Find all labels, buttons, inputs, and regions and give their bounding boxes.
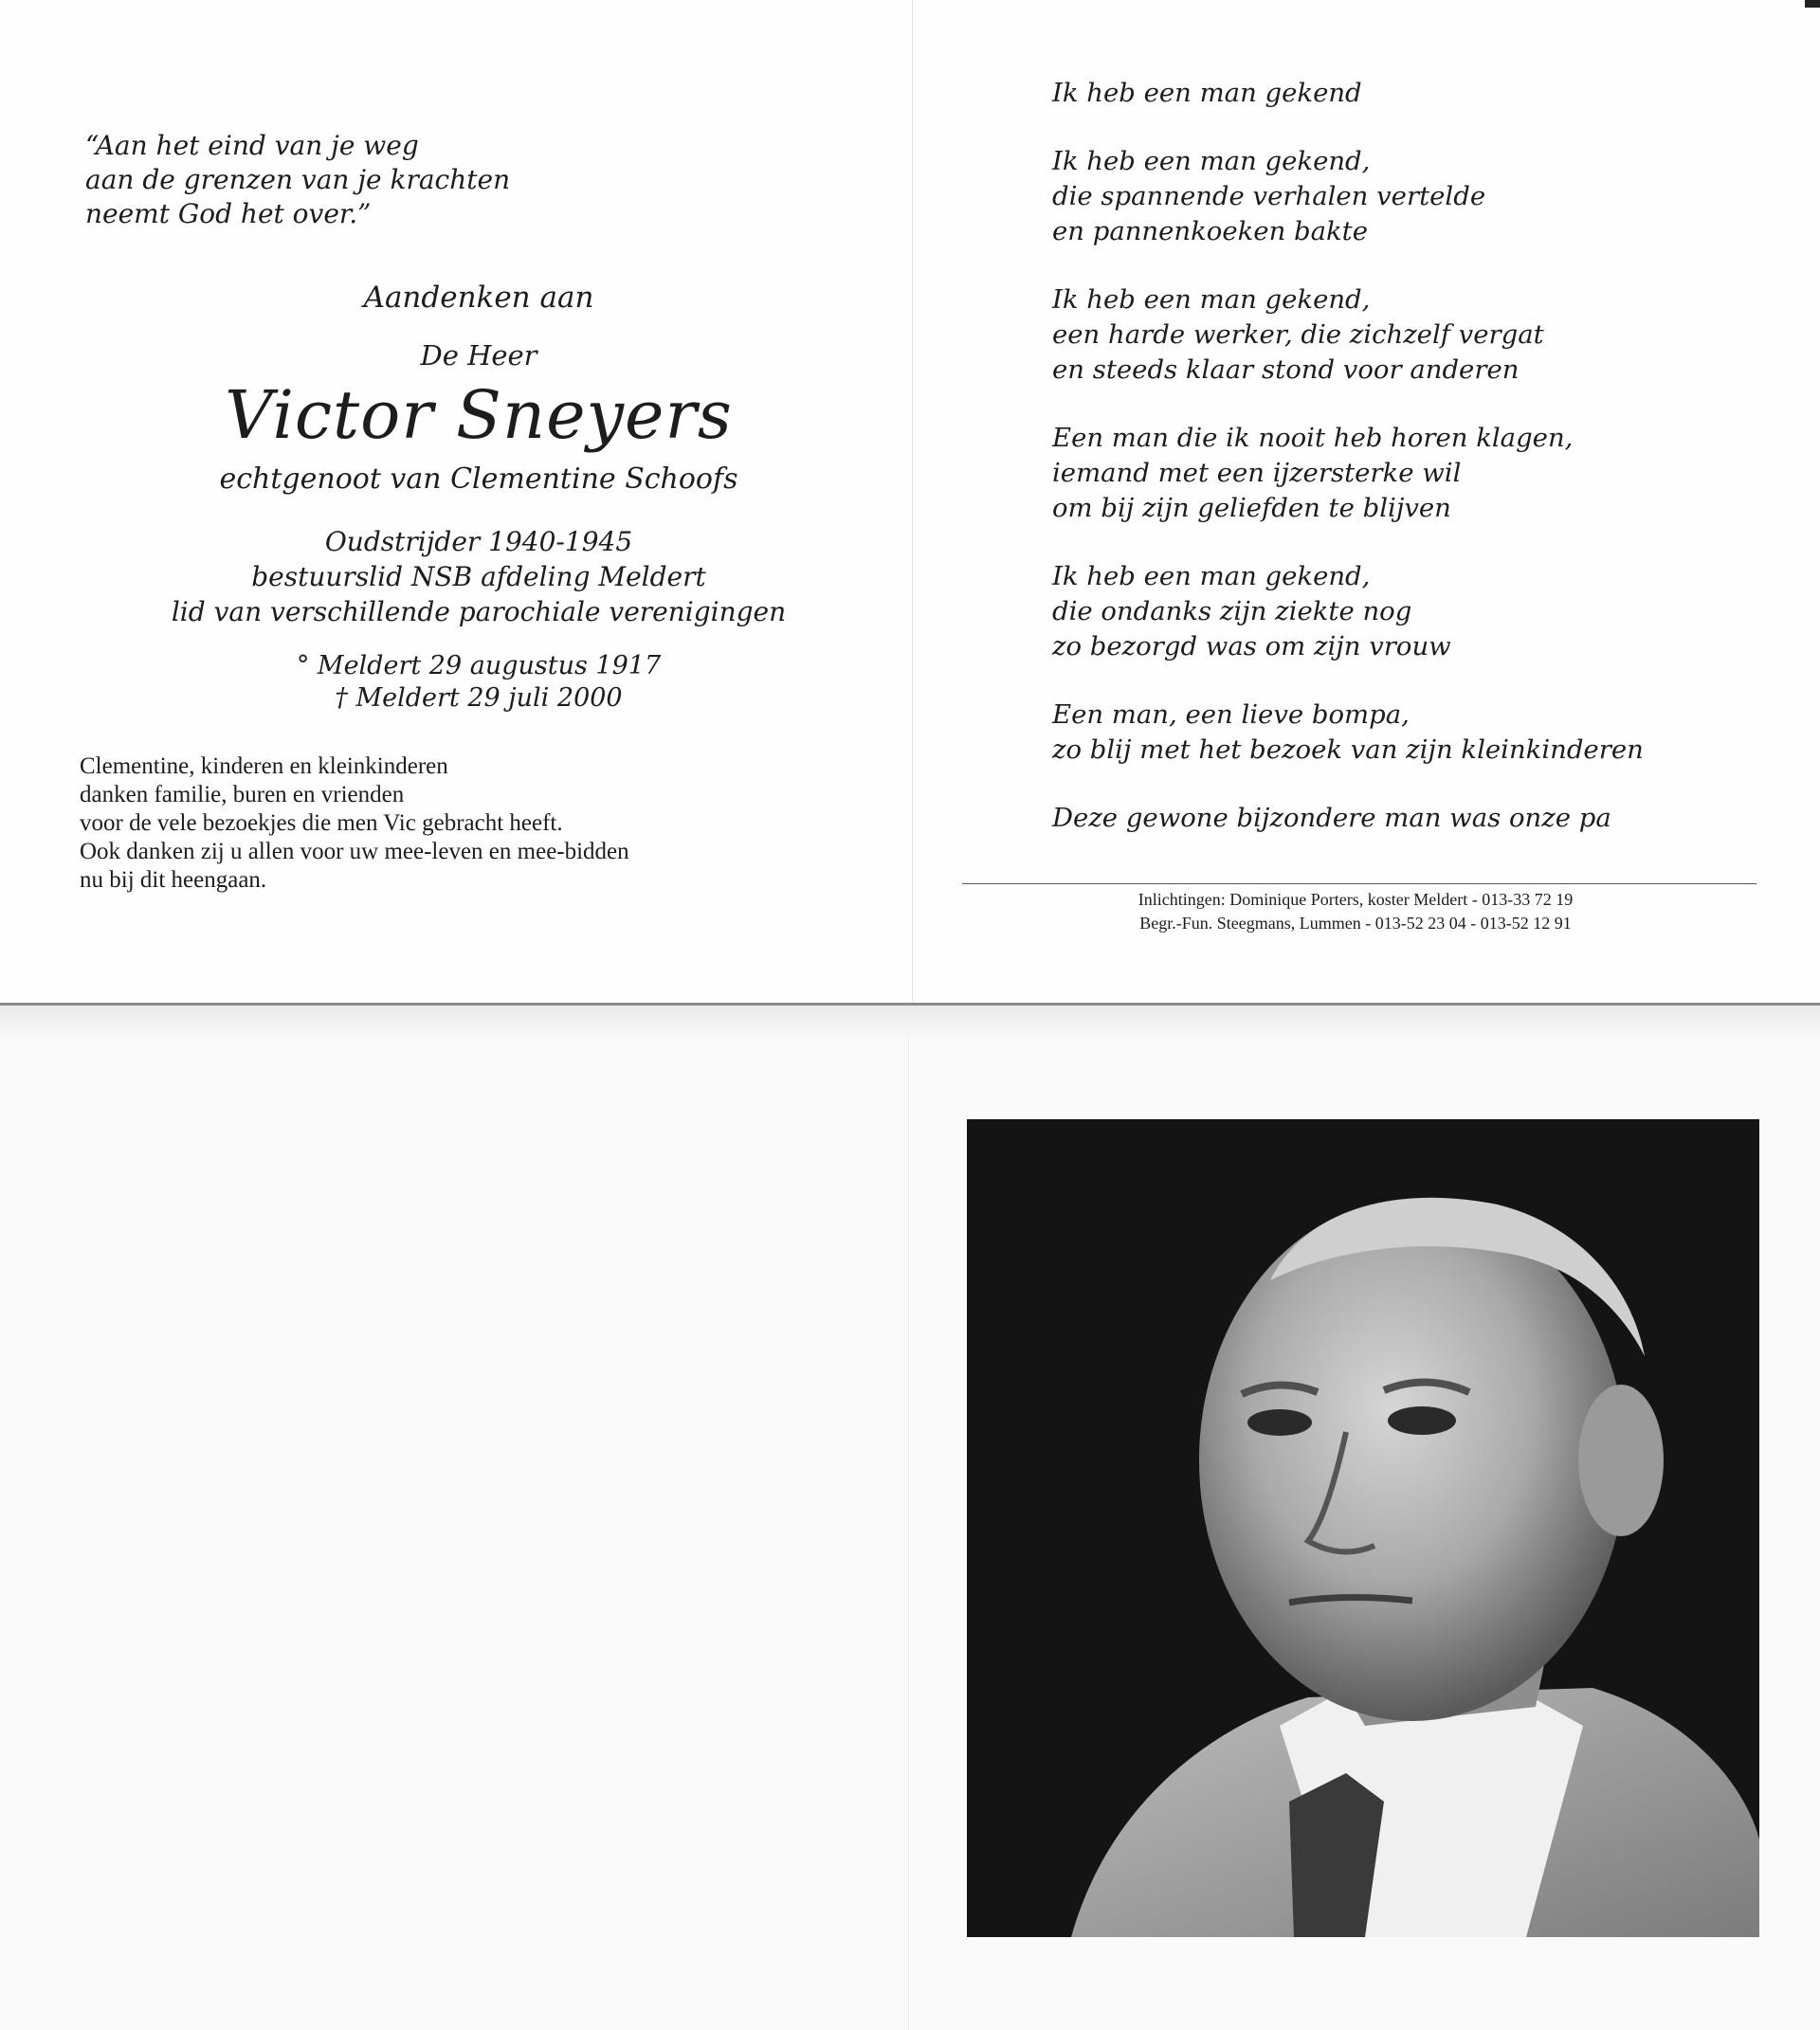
thanks-line: voor de vele bezoekjes die men Vic gebracht heeft. bbox=[80, 810, 563, 836]
poem-stanza bbox=[1052, 801, 1792, 836]
poem-line: Een man, een lieve bompa, bbox=[1052, 699, 1410, 730]
poem-line: Deze gewone bijzondere man was onze pa bbox=[1052, 803, 1611, 833]
memento-heading: Aandenken aan bbox=[363, 281, 594, 315]
poem-line: Ik heb een man gekend, bbox=[1052, 146, 1371, 176]
poem-line: Ik heb een man gekend, bbox=[1052, 561, 1371, 591]
quote-line: aan de grenzen van je krachten bbox=[85, 164, 511, 195]
portrait-photo bbox=[967, 1119, 1759, 1937]
info-line: Inlichtingen: Dominique Porters, koster Meldert - 013-33 72 19 bbox=[1138, 890, 1574, 909]
poem-stanza bbox=[1052, 421, 1792, 526]
poem-line: en steeds klaar stond voor anderen bbox=[1052, 354, 1520, 385]
thanks-paragraph bbox=[80, 752, 838, 895]
deceased-name: Victor Sneyers bbox=[225, 376, 733, 454]
poem-line: Ik heb een man gekend bbox=[1052, 78, 1362, 108]
death-date: † Meldert 29 juli 2000 bbox=[335, 683, 623, 713]
honorific: De Heer bbox=[420, 339, 537, 372]
poem-line: Een man die ik nooit heb horen klagen, bbox=[1052, 423, 1574, 453]
right-eye bbox=[1388, 1406, 1456, 1435]
info-line: Begr.-Fun. Steegmans, Lummen - 013-52 23 04 - 013-52 12 91 bbox=[1139, 914, 1572, 933]
poem-stanza bbox=[1052, 76, 1792, 111]
poem-stanza bbox=[1052, 559, 1792, 664]
sheet-shadow bbox=[0, 1006, 1820, 1038]
quote-line: “Aan het eind van je weg bbox=[85, 130, 419, 161]
ear bbox=[1578, 1385, 1664, 1536]
contact-info bbox=[1052, 888, 1659, 935]
birth-date: ° Meldert 29 augustus 1917 bbox=[296, 651, 662, 680]
poem-line: die spannende verhalen vertelde bbox=[1052, 181, 1486, 211]
info-divider bbox=[962, 883, 1756, 884]
role-item: Oudstrijder 1940-1945 bbox=[324, 526, 633, 557]
fold-line-top bbox=[912, 0, 913, 1006]
poem-line: iemand met een ijzersterke wil bbox=[1052, 458, 1462, 488]
role-item: bestuurslid NSB afdeling Meldert bbox=[251, 561, 706, 592]
portrait-illustration bbox=[967, 1119, 1759, 1937]
left-eye bbox=[1247, 1409, 1312, 1436]
poem-line: Ik heb een man gekend, bbox=[1052, 284, 1371, 315]
thanks-line: Clementine, kinderen en kleinkinderen bbox=[80, 753, 448, 779]
poem-stanza bbox=[1052, 698, 1792, 768]
role-item: lid van verschillende parochiale verenigingen bbox=[171, 596, 787, 627]
quote-line: neemt God het over.” bbox=[85, 198, 372, 229]
fold-line-bottom bbox=[908, 1038, 909, 2030]
poem-line: zo bezorgd was om zijn vrouw bbox=[1052, 631, 1451, 662]
life-dates bbox=[114, 650, 844, 715]
sheet-edge-divider bbox=[0, 1003, 1820, 1006]
poem-stanza bbox=[1052, 144, 1792, 249]
poem-line: een harde werker, die zichzelf vergat bbox=[1052, 319, 1544, 350]
head bbox=[1199, 1200, 1626, 1721]
poem-line: die ondanks zijn ziekte nog bbox=[1052, 596, 1412, 626]
poem-line: zo blij met het bezoek van zijn kleinkinderen bbox=[1052, 734, 1644, 765]
thanks-line: danken familie, buren en vrienden bbox=[80, 782, 405, 807]
poem-stanza bbox=[1052, 282, 1792, 388]
spouse-line: echtgenoot van Clementine Schoofs bbox=[219, 462, 738, 496]
scan-corner-mark bbox=[1805, 0, 1820, 8]
thanks-line: Ook danken zij u allen voor uw mee-leven en mee-bidden bbox=[80, 839, 629, 864]
thanks-line: nu bij dit heengaan. bbox=[80, 867, 267, 893]
roles-list bbox=[114, 524, 844, 629]
poem-line: en pannenkoeken bakte bbox=[1052, 216, 1369, 246]
poem-line: om bij zijn geliefden te blijven bbox=[1052, 493, 1451, 523]
opening-quote bbox=[85, 129, 616, 231]
poem bbox=[1052, 76, 1792, 869]
